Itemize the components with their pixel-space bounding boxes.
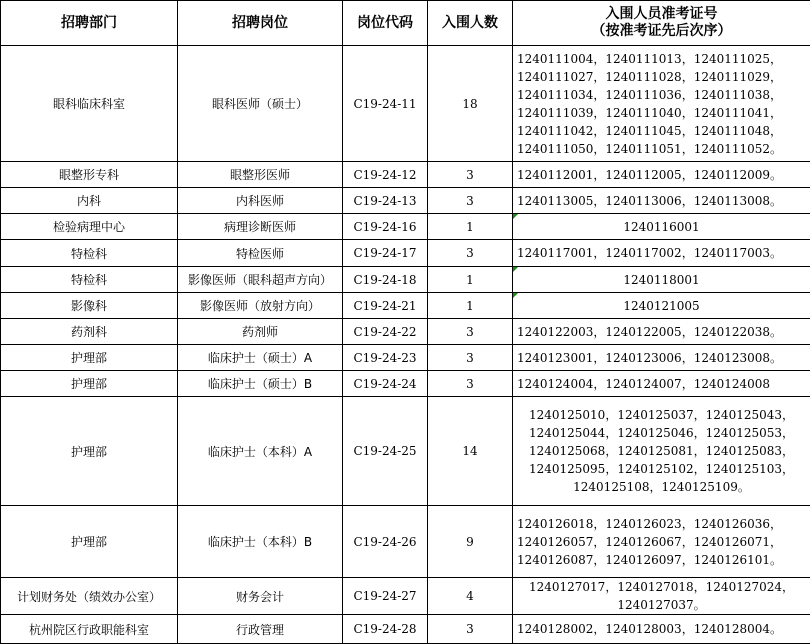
post-cell: 临床护士（本科）B [178, 506, 343, 578]
cell-marker-icon [513, 293, 518, 298]
admitted-count-cell: 3 [428, 162, 513, 188]
table-row [1, 371, 810, 397]
cell-marker-icon [513, 267, 518, 272]
post-code-cell: C19-24-22 [343, 319, 428, 345]
post-cell: 临床护士（本科）A [178, 397, 343, 506]
candidate-id-line: 1240125108，1240125109。 [517, 478, 806, 496]
dept-cell: 眼整形专科 [1, 162, 178, 188]
post-code-cell: C19-24-21 [343, 293, 428, 319]
dept-cell: 影像科 [1, 293, 178, 319]
candidate-id-line: 1240125044，1240125046，1240125053， [517, 424, 806, 442]
header-ids [513, 1, 810, 46]
admitted-count-cell: 1 [428, 267, 513, 293]
admitted-count-cell: 1 [428, 293, 513, 319]
dept-cell: 检验病理中心 [1, 214, 178, 240]
post-code-cell: C19-24-12 [343, 162, 428, 188]
post-code-cell: C19-24-17 [343, 240, 428, 267]
admitted-count-cell: 3 [428, 240, 513, 267]
candidate-id-line: 1240126057，1240126067，1240126071， [517, 533, 806, 551]
candidate-ids-cell [513, 319, 810, 345]
candidate-id-line: 1240113005，1240113006，1240113008。 [517, 192, 806, 210]
dept-cell: 眼科临床科室 [1, 46, 178, 162]
dept-cell: 计划财务处（绩效办公室） [1, 578, 178, 615]
table-row [1, 506, 810, 578]
candidate-id-line: 1240123001，1240123006，1240123008。 [517, 349, 806, 367]
candidate-id-line: 1240125010，1240125037，1240125043， [517, 406, 806, 424]
table-row [1, 397, 810, 506]
candidate-ids-cell [513, 188, 810, 214]
post-code-cell: C19-24-27 [343, 578, 428, 615]
candidate-id-line: 1240111050，1240111051，1240111052。 [517, 140, 806, 158]
post-cell: 眼科医师（硕士） [178, 46, 343, 162]
candidate-id-line: 1240127017，1240127018，1240127024， [517, 578, 806, 596]
header-row [1, 1, 810, 46]
dept-cell: 内科 [1, 188, 178, 214]
table-row [1, 214, 810, 240]
table-row [1, 162, 810, 188]
table-row [1, 293, 810, 319]
candidate-id-line: 1240121005 [517, 297, 806, 315]
admitted-count-cell: 18 [428, 46, 513, 162]
candidate-id-line: 1240111034，1240111036，1240111038， [517, 86, 806, 104]
candidate-id-line: 1240116001 [517, 218, 806, 236]
admitted-count-cell: 4 [428, 578, 513, 615]
admitted-count-cell: 3 [428, 319, 513, 345]
dept-cell: 护理部 [1, 397, 178, 506]
candidate-ids-cell [513, 345, 810, 371]
post-code-cell: C19-24-16 [343, 214, 428, 240]
table-row [1, 319, 810, 345]
admitted-count-cell: 1 [428, 214, 513, 240]
post-cell: 内科医师 [178, 188, 343, 214]
candidate-ids-cell [513, 214, 810, 240]
admitted-count-cell: 9 [428, 506, 513, 578]
header-dept: 招聘部门 [1, 1, 178, 46]
candidate-ids-cell [513, 371, 810, 397]
dept-cell: 护理部 [1, 506, 178, 578]
dept-cell: 特检科 [1, 240, 178, 267]
candidate-ids-cell [513, 267, 810, 293]
post-cell: 影像医师（放射方向） [178, 293, 343, 319]
admitted-count-cell: 3 [428, 188, 513, 214]
post-code-cell: C19-24-28 [343, 615, 428, 644]
post-code-cell: C19-24-24 [343, 371, 428, 397]
candidate-id-line: 1240126018，1240126023，1240126036， [517, 515, 806, 533]
candidate-ids-cell [513, 578, 810, 615]
cell-marker-icon [513, 214, 518, 219]
post-cell: 临床护士（硕士）B [178, 371, 343, 397]
admitted-count-cell: 3 [428, 615, 513, 644]
header-post: 招聘岗位 [178, 1, 343, 46]
dept-cell: 特检科 [1, 267, 178, 293]
table-row [1, 578, 810, 615]
candidate-ids-cell [513, 397, 810, 506]
table-row [1, 267, 810, 293]
candidate-id-line: 1240112001，1240112005，1240112009。 [517, 166, 806, 184]
post-code-cell: C19-24-25 [343, 397, 428, 506]
header-ids-line1: 入围人员准考证号 [515, 6, 808, 23]
candidate-ids-cell [513, 506, 810, 578]
candidate-id-line: 1240128002，1240128003，1240128004。 [517, 620, 806, 638]
admitted-count-cell: 14 [428, 397, 513, 506]
table-row [1, 345, 810, 371]
dept-cell: 药剂科 [1, 319, 178, 345]
candidate-id-line: 1240127037。 [517, 596, 806, 614]
header-count: 入围人数 [428, 1, 513, 46]
candidate-id-line: 1240117001，1240117002，1240117003。 [517, 244, 806, 262]
table-row [1, 615, 810, 644]
table-row [1, 240, 810, 267]
candidate-ids-cell [513, 46, 810, 162]
table-row [1, 188, 810, 214]
post-code-cell: C19-24-18 [343, 267, 428, 293]
candidate-id-line: 1240111027，1240111028，1240111029， [517, 68, 806, 86]
candidate-ids-cell [513, 162, 810, 188]
admitted-count-cell: 3 [428, 345, 513, 371]
post-cell: 影像医师（眼科超声方向） [178, 267, 343, 293]
post-cell: 财务会计 [178, 578, 343, 615]
candidate-id-line: 1240111039，1240111040，1240111041， [517, 104, 806, 122]
post-code-cell: C19-24-26 [343, 506, 428, 578]
candidate-id-line: 1240111042，1240111045，1240111048， [517, 122, 806, 140]
admitted-count-cell: 3 [428, 371, 513, 397]
header-ids-line2: （按准考证先后次序） [515, 23, 808, 40]
header-code: 岗位代码 [343, 1, 428, 46]
candidate-id-line: 1240126087，1240126097，1240126101。 [517, 551, 806, 569]
candidate-ids-cell [513, 293, 810, 319]
post-cell: 行政管理 [178, 615, 343, 644]
dept-cell: 护理部 [1, 371, 178, 397]
post-code-cell: C19-24-11 [343, 46, 428, 162]
candidate-id-line: 1240125095，1240125102，1240125103， [517, 460, 806, 478]
candidate-id-line: 1240118001 [517, 271, 806, 289]
post-code-cell: C19-24-23 [343, 345, 428, 371]
post-cell: 病理诊断医师 [178, 214, 343, 240]
post-cell: 临床护士（硕士）A [178, 345, 343, 371]
post-cell: 眼整形医师 [178, 162, 343, 188]
candidate-id-line: 1240124004，1240124007，1240124008 [517, 375, 806, 393]
candidate-ids-cell [513, 615, 810, 644]
candidate-ids-cell [513, 240, 810, 267]
post-cell: 药剂师 [178, 319, 343, 345]
candidate-id-line: 1240111004，1240111013，1240111025， [517, 50, 806, 68]
dept-cell: 杭州院区行政职能科室 [1, 615, 178, 644]
candidate-id-line: 1240122003，1240122005，1240122038。 [517, 323, 806, 341]
dept-cell: 护理部 [1, 345, 178, 371]
post-cell: 特检医师 [178, 240, 343, 267]
candidate-id-line: 1240125068，1240125081，1240125083， [517, 442, 806, 460]
table-row [1, 46, 810, 162]
post-code-cell: C19-24-13 [343, 188, 428, 214]
